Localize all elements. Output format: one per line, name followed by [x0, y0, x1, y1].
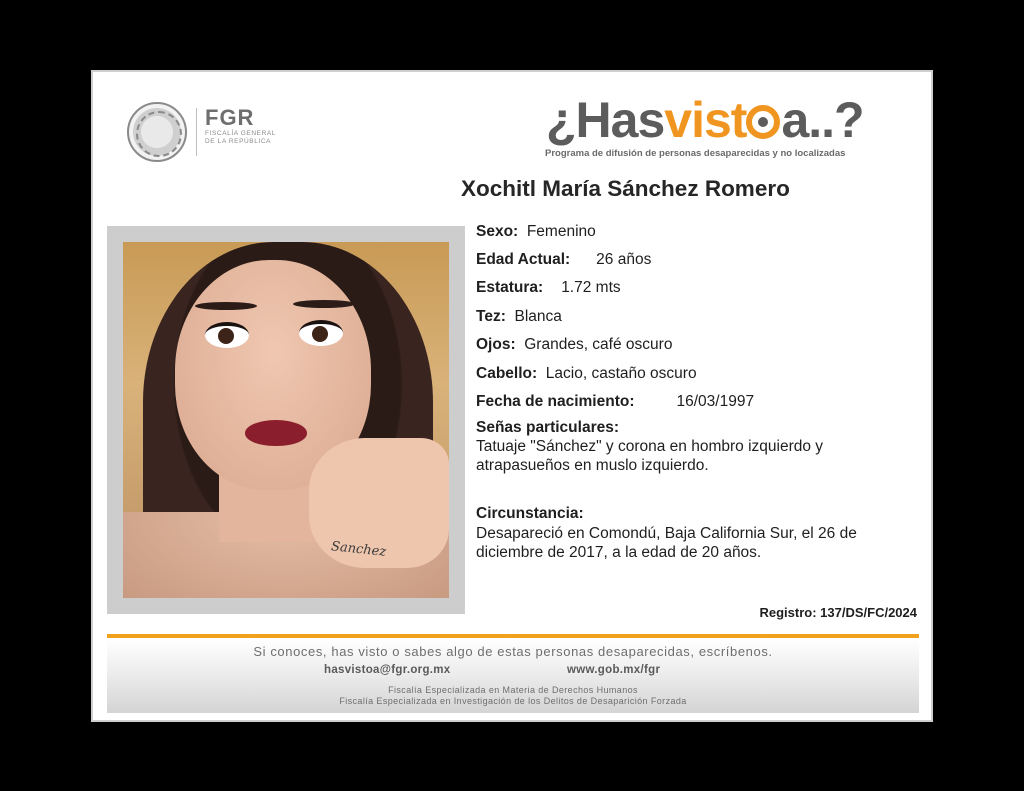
footer-message: Si conoces, has visto o sabes algo de estas personas desaparecidas, escríbenos.	[253, 644, 773, 659]
hasvistoa-logo	[546, 90, 864, 150]
detail-senas-label: Señas particulares:	[476, 419, 620, 436]
detail-estatura: Estatura: 1.72 mts	[476, 279, 621, 296]
detail-circunstancia: Desapareció en Comondú, Baja California Sur, el 26 de diciembre de 2017, a la edad de 20 años.	[476, 525, 857, 561]
national-seal-icon	[127, 102, 187, 162]
brand-prefix: ¿Has	[546, 92, 665, 148]
logo-divider	[196, 108, 197, 156]
footer-agency-1: Fiscalía Especializada en Materia de Derechos Humanos	[388, 685, 638, 695]
detail-edad: Edad Actual: 26 años	[476, 251, 652, 268]
footer	[107, 639, 919, 713]
fgr-subtitle-1: FISCALÍA GENERAL	[205, 130, 277, 137]
footer-agency-2: Fiscalía Especializada en Investigación de los Delitos de Desaparición Forzada	[339, 696, 687, 706]
program-tagline: Programa de difusión de personas desaparecidas y no localizadas	[545, 148, 846, 159]
tattoo-text: Sanchez	[330, 539, 387, 560]
detail-senas: Tatuaje "Sánchez" y corona en hombro izquierdo y atrapasueños en muslo izquierdo.	[476, 438, 824, 474]
fgr-logo	[205, 106, 276, 146]
person-photo	[123, 242, 449, 598]
eye-icon	[746, 105, 780, 139]
fgr-subtitle-2: DE LA REPÚBLICA	[205, 138, 272, 145]
missing-person-poster	[91, 70, 933, 722]
registro-number: Registro: 137/DS/FC/2024	[759, 605, 917, 620]
person-name: Xochitl María Sánchez Romero	[461, 176, 790, 201]
photo-frame	[107, 226, 465, 614]
fgr-logo-text: FGR	[205, 105, 255, 130]
detail-cabello: Cabello: Lacio, castaño oscuro	[476, 365, 697, 382]
detail-circunstancia-label: Circunstancia:	[476, 505, 584, 522]
contact-email[interactable]: hasvistoa@fgr.org.mx	[324, 664, 451, 676]
detail-ojos: Ojos: Grandes, café oscuro	[476, 336, 673, 353]
footer-accent-bar	[107, 634, 919, 638]
contact-website[interactable]: www.gob.mx/fgr	[567, 664, 661, 676]
detail-sexo: Sexo: Femenino	[476, 223, 596, 240]
brand-visto: vist	[664, 92, 747, 148]
brand-suffix: a..?	[781, 92, 864, 148]
detail-nacimiento: Fecha de nacimiento: 16/03/1997	[476, 393, 755, 410]
detail-tez: Tez: Blanca	[476, 308, 562, 325]
